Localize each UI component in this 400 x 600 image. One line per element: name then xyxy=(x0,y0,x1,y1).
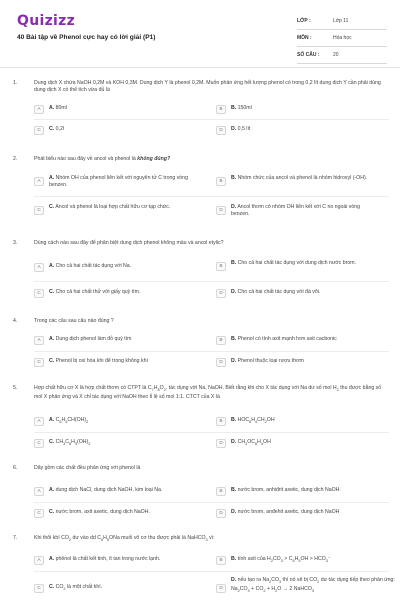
option-key: A. xyxy=(49,336,55,342)
formula-part: dư tác dụng tiếp theo phản ứng: Na xyxy=(231,577,395,592)
option-key: D. xyxy=(231,509,237,515)
text-part: thu được bằng số mol X phản ứng và X chỉ tác dụng với NaOH theo tỉ lệ số mol 1:1. CTCT của X là xyxy=(34,385,382,401)
subscript: 2 xyxy=(336,388,339,393)
option-letter: D xyxy=(216,509,226,518)
formula-part: O → 2 NaHCO xyxy=(277,585,312,592)
subscript: 6 xyxy=(255,442,258,447)
option-text: nước brom, anđehit axetic, dung dịch NaOH xyxy=(237,509,340,515)
subscript: 2 xyxy=(317,580,320,585)
option-text: Cho cả hai chất tác dụng với dung dịch nước brom. xyxy=(237,260,357,266)
option-key: A. xyxy=(49,556,55,562)
question-number: 6. xyxy=(13,465,18,471)
subscript: 6 xyxy=(59,420,62,425)
meta-row-class xyxy=(297,13,387,30)
option-letter: C xyxy=(34,206,44,215)
option-letter: D xyxy=(216,584,226,593)
subscript: 3 xyxy=(63,442,66,447)
option-text: 0,5 lít xyxy=(237,126,251,132)
option-text: 0,2l xyxy=(55,126,65,132)
option-text: 80ml xyxy=(55,105,67,111)
option-divider xyxy=(34,502,389,503)
formula-part: H xyxy=(251,417,256,423)
question-number: 5. xyxy=(13,385,18,391)
formula-part: OH xyxy=(266,417,275,423)
subscript: 2 xyxy=(263,588,266,593)
option-letter: A xyxy=(34,177,44,186)
formula-part: C xyxy=(65,439,70,445)
formula-part: CO xyxy=(239,585,248,592)
option-divider xyxy=(34,351,389,352)
option-letter: A xyxy=(34,263,44,272)
question-text xyxy=(34,535,389,544)
formula-part: C xyxy=(55,417,60,423)
subscript: 8 xyxy=(157,388,160,393)
text-part: H xyxy=(103,535,107,541)
meta-key: SỐ CÂU : xyxy=(297,52,320,58)
option-letter: D xyxy=(216,358,226,367)
option-letter: A xyxy=(34,556,44,565)
option-text: nước brom, axit axetic, dung dịch NaOH. xyxy=(55,509,150,515)
formula-part: + H xyxy=(265,585,276,592)
subscript: 3 xyxy=(280,559,283,564)
formula-part: nếu tạo ra Na xyxy=(237,577,270,583)
option-text: Cho cả hai chất tác dụng với đá vôi. xyxy=(237,289,321,295)
option-key: B. xyxy=(231,105,237,111)
subscript: 2 xyxy=(275,588,278,593)
subscript: 2 xyxy=(163,388,166,393)
option-text: Nhóm OH của phenol liên kết với nguyên tử C trong vòng benzen. xyxy=(49,175,188,188)
text-part: O xyxy=(159,385,164,391)
option-key: C. xyxy=(49,584,55,590)
formula-part: H xyxy=(71,439,75,445)
question-number: 3. xyxy=(13,240,18,246)
option-divider xyxy=(34,196,389,197)
option-key: D. xyxy=(231,439,237,445)
text-part: vì: xyxy=(207,535,215,541)
subscript: 2 xyxy=(86,420,89,425)
option-text: Phenol có tính axit mạnh hơn axit cacbonic xyxy=(237,336,337,342)
option-key: B. xyxy=(231,487,237,493)
formula-part: CO xyxy=(55,584,64,590)
question-number: 4. xyxy=(13,318,18,324)
text-part: Hợp chất hữu cơ X là hợp chất thơm có CTPT là C xyxy=(34,385,152,391)
subscript: 3 xyxy=(245,442,248,447)
option-letter: C xyxy=(34,358,44,367)
option-key: D. xyxy=(231,289,237,295)
subscript: 2 xyxy=(63,587,66,592)
option-text: 150ml xyxy=(237,105,252,111)
option-key: A. xyxy=(49,105,55,111)
option-divider xyxy=(34,281,389,282)
formula-part: ⁻ xyxy=(327,556,331,562)
meta-row-subject xyxy=(297,30,387,47)
option-letter: C xyxy=(34,289,44,298)
option-letter: A xyxy=(34,417,44,426)
option-letter: D xyxy=(216,289,226,298)
question-text-main: Phát biểu nào sau đây về ancol và phenol là xyxy=(34,156,136,162)
subscript: 6 xyxy=(292,559,295,564)
subscript: 3 xyxy=(74,442,78,447)
text-part: , tác dụng với Na, NaOH. Biết rằng khi cho X tác dụng với Na dư số mol H xyxy=(165,385,337,391)
option-key: A. xyxy=(49,487,55,493)
option-key: C. xyxy=(49,439,55,445)
formula-part: H xyxy=(61,417,66,423)
option-key: B. xyxy=(231,336,237,342)
subscript: 2 xyxy=(270,559,273,564)
question-text xyxy=(34,156,389,163)
formula-part: + CO xyxy=(249,585,264,592)
option-letter: B xyxy=(216,556,226,565)
option-text: Dung dịch phenol làm đỏ quỳ tím xyxy=(55,336,132,342)
subscript: 5 xyxy=(65,420,68,425)
option-text: Ancol thơm có nhóm OH liên kết với C no ngoài vòng benzen. xyxy=(231,204,361,217)
option-letter: C xyxy=(34,439,44,448)
quizizz-logo: Quizizz xyxy=(17,13,76,29)
formula-part: CH(OH) xyxy=(67,417,87,423)
option-key: C. xyxy=(49,126,55,132)
subscript: 3 xyxy=(247,588,250,593)
option-text: Phenol thuộc loại rượu thơm xyxy=(237,358,304,364)
option-letter: A xyxy=(34,336,44,345)
formula-part: H xyxy=(257,439,261,445)
option-letter: D xyxy=(216,439,226,448)
option-letter: B xyxy=(216,487,226,496)
text-part: dư vào dd C xyxy=(71,535,102,541)
subscript: 3 xyxy=(325,559,328,564)
option-letter: C xyxy=(34,126,44,135)
meta-value: Hóa học xyxy=(333,35,352,41)
text-part: H xyxy=(153,385,158,391)
option-key: A. xyxy=(49,263,55,269)
question-number: 2. xyxy=(13,156,18,162)
subscript: 4 xyxy=(255,420,258,425)
subscript: 2 xyxy=(264,420,267,425)
option-divider xyxy=(34,571,389,572)
option-letter: B xyxy=(216,336,226,345)
text-part: Khi thổi khí CO xyxy=(34,535,69,541)
option-key: C. xyxy=(49,509,55,515)
formula-part: CH xyxy=(55,439,64,445)
formula-part: CH xyxy=(257,417,265,423)
subscript: 3 xyxy=(205,538,208,543)
option-letter: B xyxy=(216,417,226,426)
option-letter: C xyxy=(34,509,44,518)
question-text: Trong các câu sau câu nào đúng ? xyxy=(34,318,114,324)
option-text: nước brom, anhiđrit axetic, dung dịch NaOH. xyxy=(237,487,341,493)
option-letter: C xyxy=(34,584,44,593)
subscript: 6 xyxy=(101,538,104,543)
meta-key: LỚP : xyxy=(297,18,311,24)
formula-part: HOC xyxy=(237,417,250,423)
option-key: B. xyxy=(231,175,237,181)
option-text: dung dịch NaCl, dung dịch NaOH, kim loại Na. xyxy=(55,487,163,493)
question-text: Dùng cách nào sau đây để phân biệt dung dịch phenol không màu và ancol etylic? xyxy=(34,240,224,246)
subscript: 5 xyxy=(298,559,301,564)
option-letter: A xyxy=(34,487,44,496)
subscript: 6 xyxy=(249,420,252,425)
formula-part: OH > HCO xyxy=(300,556,326,562)
option-letter: B xyxy=(216,177,226,186)
text-part: ONa muối vô cơ thu được phải là NaHCO xyxy=(109,535,206,541)
subscript: 5 xyxy=(106,538,110,543)
option-key: B. xyxy=(231,260,237,266)
option-key: C. xyxy=(49,289,55,295)
option-text: Ancol và phenol là loại hợp chất hữu cơ tạp chức. xyxy=(55,204,171,210)
formula-part: thì nó sẽ bị CO xyxy=(281,577,318,583)
subscript: 2 xyxy=(237,588,240,593)
option-text: phênol là chất kết tinh, ít tan trong nước lạnh. xyxy=(55,556,161,562)
option-key: C. xyxy=(49,204,55,210)
question-number: 1. xyxy=(13,80,18,86)
meta-value: Lớp 11 xyxy=(333,18,349,24)
meta-row-count xyxy=(297,47,387,64)
subscript: 4 xyxy=(260,442,264,447)
option-letter: D xyxy=(216,206,226,215)
formula-part: là một chất khí. xyxy=(65,584,103,590)
option-key: D. xyxy=(231,204,237,210)
question-number: 7. xyxy=(13,535,18,541)
question-text xyxy=(34,385,389,401)
formula-part: CO xyxy=(272,556,281,562)
option-key: A. xyxy=(49,175,55,181)
meta-table xyxy=(297,13,387,64)
option-key: B. xyxy=(231,556,237,562)
header-divider xyxy=(0,67,400,68)
subscript: 2 xyxy=(88,442,91,447)
meta-value: 20 xyxy=(333,52,339,58)
option-text: Cho cả hai chất tác dụng với Na. xyxy=(55,263,132,269)
worksheet-title: 40 Bài tập về Phenol cực hay có lời giải (P1) xyxy=(17,34,156,41)
formula-part: CH xyxy=(237,439,246,445)
subscript: 2 xyxy=(269,580,272,585)
meta-key: MÔN : xyxy=(297,35,312,41)
question-text: Dãy gồm các chất đều phản ứng với phenol là xyxy=(34,465,141,471)
subscript: 3 xyxy=(311,588,315,593)
option-text: Nhóm chức của ancol và phenol là nhóm hidroxyl (-OH). xyxy=(237,175,368,181)
formula-part: tính axit của H xyxy=(237,556,271,562)
question-text: Dung dịch X chứa NaOH 0,2M và KOH 0,3M. Dung dịch Y là phenol 0,2M. Muốn phản ứng hết lượng phenol có trong 0,2 lít dung dịch Y cần phải dùng dung dịch X có thể tích vừa đủ là xyxy=(34,80,381,94)
formula-part: (OH) xyxy=(77,439,89,445)
option-key: A. xyxy=(49,417,55,423)
option-letter: B xyxy=(216,262,226,271)
option-key: D. xyxy=(231,358,237,364)
option-key: C. xyxy=(49,358,55,364)
option-text: Cho cả hai chất thử với giấy quỳ tím. xyxy=(55,289,141,295)
option-divider xyxy=(34,432,389,433)
option-text: Phenol bị oxi hóa khi để trong không khí xyxy=(55,358,148,364)
formula-part: H xyxy=(294,556,299,562)
formula-part: OH xyxy=(263,439,271,445)
option-letter: A xyxy=(34,105,44,114)
option-key: D. xyxy=(231,577,237,583)
question-emphasis: không đúng? xyxy=(137,156,171,162)
option-key: B. xyxy=(231,417,237,423)
option-letter: D xyxy=(216,126,226,135)
subscript: 2 xyxy=(68,538,72,543)
subscript: 6 xyxy=(69,442,72,447)
formula-part: > C xyxy=(282,556,293,562)
formula-part: CO xyxy=(271,577,279,583)
option-divider xyxy=(34,119,389,120)
formula-part: OC xyxy=(247,439,256,445)
subscript: 3 xyxy=(278,580,282,585)
subscript: 7 xyxy=(151,388,154,393)
option-key: D. xyxy=(231,126,237,132)
option-letter: B xyxy=(216,105,226,114)
